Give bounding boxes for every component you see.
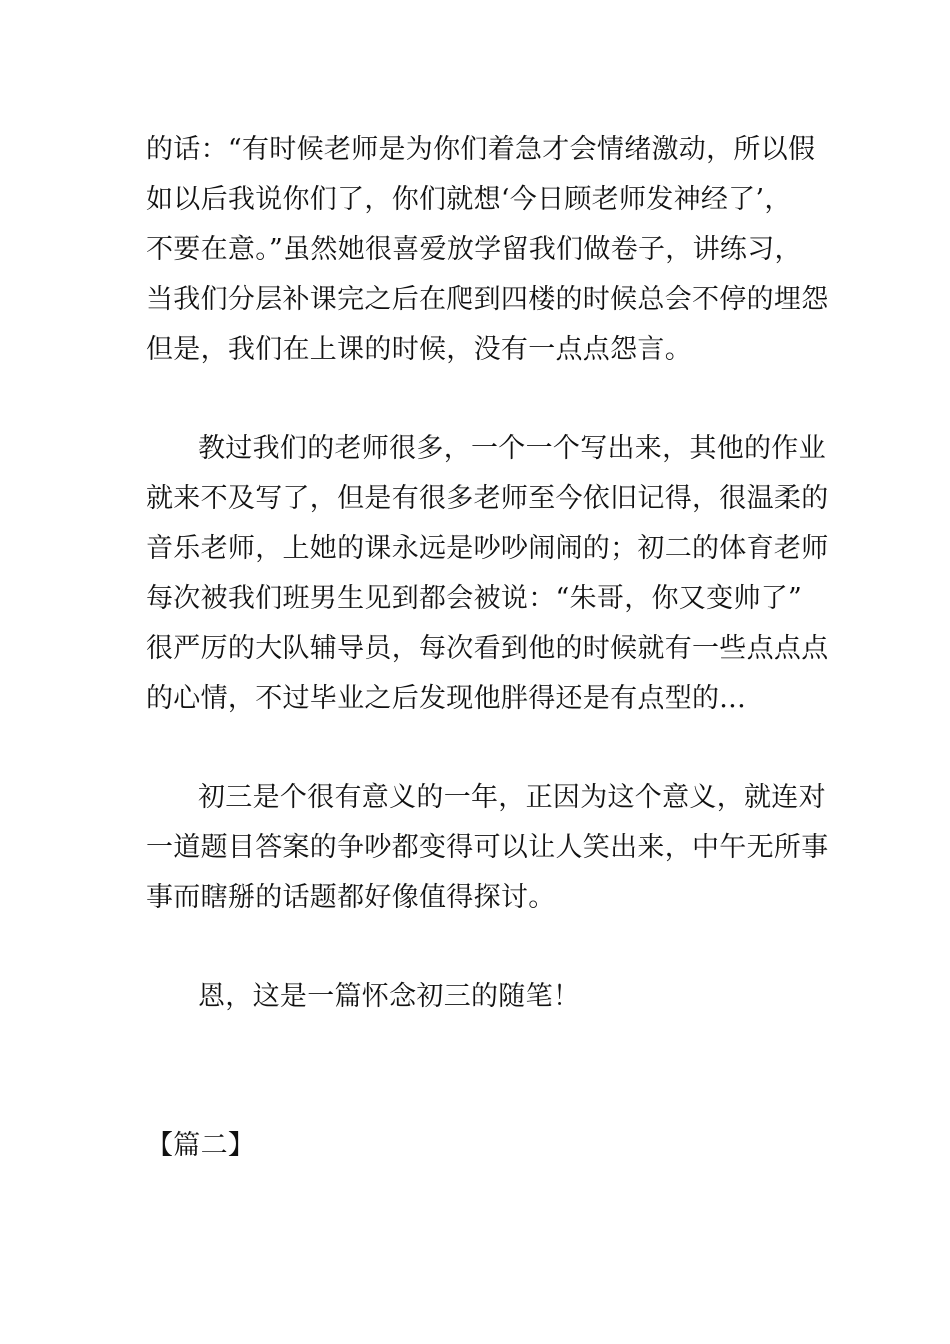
paragraph-3-line-3: 事而瞎掰的话题都好像值得探讨。 — [146, 882, 556, 913]
paragraph-2-line-6: 的心情，不过毕业之后发现他胖得还是有点型的... — [146, 683, 746, 714]
paragraph-2-line-2: 就来不及写了，但是有很多老师至今依旧记得，很温柔的 — [146, 483, 829, 514]
paragraph-2-line-3: 音乐老师，上她的课永远是吵吵闹闹的；初二的体育老师 — [146, 533, 829, 564]
paragraph-2-line-5: 很严厉的大队辅导员，每次看到他的时候就有一些点点点 — [146, 633, 829, 664]
paragraph-1-line-2: 如以后我说你们了，你们就想‘今日顾老师发神经了’， — [146, 184, 792, 215]
paragraph-3-line-2: 一道题目答案的争吵都变得可以让人笑出来，中午无所事 — [146, 832, 829, 863]
paragraph-2-line-4: 每次被我们班男生见到都会被说：“朱哥，你又变帅了” — [146, 583, 803, 614]
paragraph-3-line-1: 初三是个很有意义的一年，正因为这个意义，就连对 — [198, 782, 826, 813]
paragraph-1-line-1: 的话：“有时候老师是为你们着急才会情绪激动，所以假 — [146, 134, 816, 165]
paragraph-1-line-5: 但是，我们在上课的时候，没有一点点怨言。 — [146, 334, 692, 365]
paragraph-1-line-4: 当我们分层补课完之后在爬到四楼的时候总会不停的埋怨 — [146, 284, 829, 315]
section-heading: 【篇二】 — [146, 1130, 256, 1161]
paragraph-2-line-1: 教过我们的老师很多，一个一个写出来，其他的作业 — [198, 433, 826, 464]
paragraph-4-line-1: 恩，这是一篇怀念初三的随笔！ — [198, 981, 581, 1012]
paragraph-1-line-3: 不要在意。”虽然她很喜爱放学留我们做卷子，讲练习， — [146, 234, 802, 265]
